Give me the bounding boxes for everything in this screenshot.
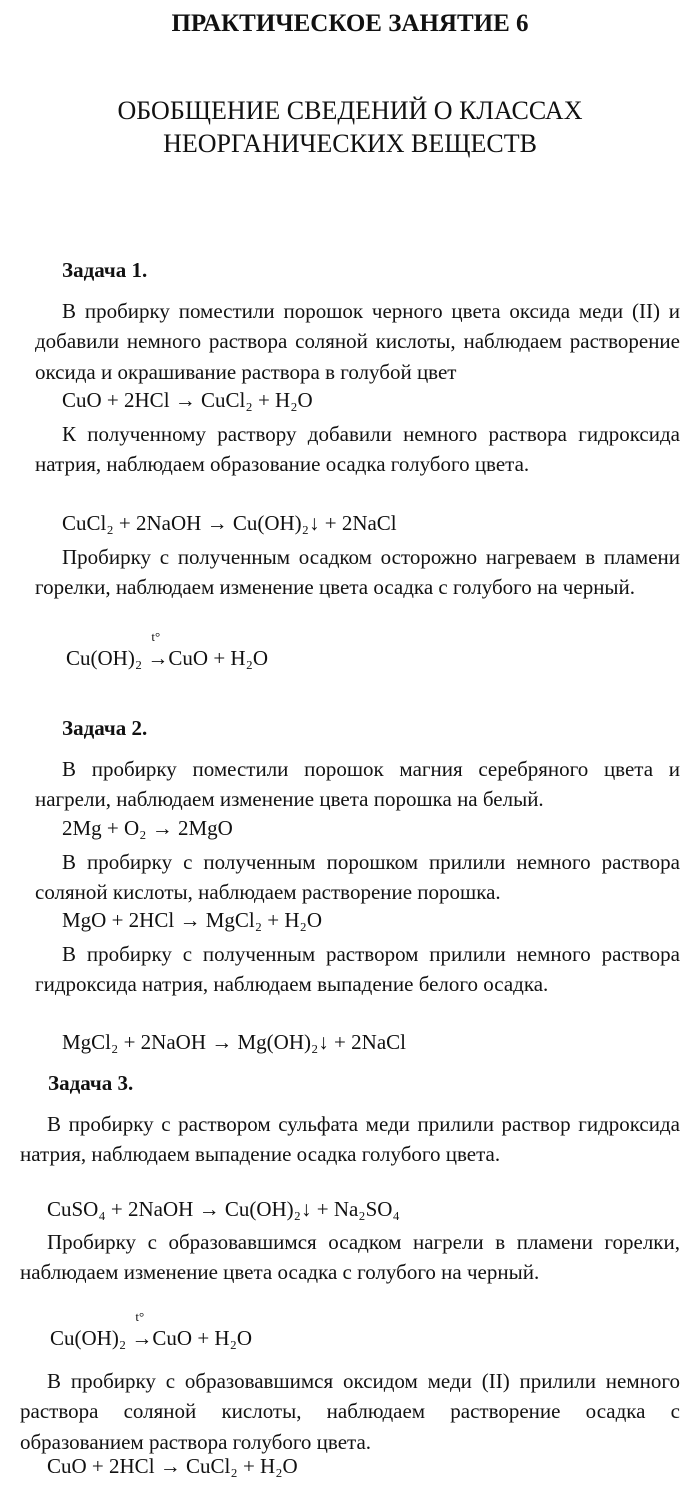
task-3-paragraph: В пробирку с образовавшимся оксидом меди (II) прилили немного раствора соляной кислоты, наблюдаем растворение осадка с образованием раствора голубого цвета.	[20, 1369, 680, 1454]
task-1-paragraph: Пробирку с полученным осадком осторожно нагреваем в пламени горелки, наблюдаем изменение цвета осадка с голубого на черный.	[35, 545, 680, 600]
heat-condition: t°	[151, 629, 161, 644]
equation-part: →CuO + H₂O	[147, 646, 269, 670]
equation: CuO + 2HCl → CuCl₂ + H₂O	[47, 1454, 298, 1478]
equation: CuO + 2HCl → CuCl₂ + H₂O	[62, 388, 313, 412]
page-title: ПРАКТИЧЕСКОЕ ЗАНЯТИЕ 6	[171, 10, 529, 37]
section-title-line: ОБОБЩЕНИЕ СВЕДЕНИЙ О КЛАССАХ	[117, 96, 583, 125]
section-title-line: НЕОРГАНИЧЕСКИХ ВЕЩЕСТВ	[163, 129, 537, 158]
task-1-paragraph: В пробирку поместили порошок черного цвета оксида меди (II) и добавили немного раствора соляной кислоты, наблюдаем растворение оксида и окрашивание раствора в голубой цвет	[35, 299, 680, 384]
equation	[66, 629, 269, 671]
task-3-heading: Задача 3.	[48, 1071, 134, 1095]
task-2-paragraph: В пробирку с полученным порошком прилили немного раствора соляной кислоты, наблюдаем растворение порошка.	[35, 850, 680, 905]
equation: MgCl₂ + 2NaOH → Mg(OH)₂↓ + 2NaCl	[62, 1030, 406, 1054]
equation-part: Cu(OH)₂	[66, 646, 148, 670]
task-2-paragraph: В пробирку поместили порошок магния серебряного цвета и нагрели, наблюдаем изменение цвета порошка на белый.	[35, 757, 680, 812]
task-1-heading: Задача 1.	[62, 258, 148, 282]
equation: CuSO₄ + 2NaOH → Cu(OH)₂↓ + Na₂SO₄	[47, 1197, 400, 1221]
section-title	[0, 94, 700, 160]
task-3-paragraph: В пробирку с раствором сульфата меди прилили раствор гидроксида натрия, наблюдаем выпадение осадка голубого цвета.	[20, 1112, 680, 1167]
heat-condition: t°	[135, 1309, 145, 1324]
equation: CuCl₂ + 2NaOH → Cu(OH)₂↓ + 2NaCl	[62, 511, 397, 535]
task-2-paragraph: В пробирку с полученным раствором прилили немного раствора гидроксида натрия, наблюдаем выпадение белого осадка.	[35, 942, 680, 997]
task-3-paragraph: Пробирку с образовавшимся осадком нагрели в пламени горелки, наблюдаем изменение цвета осадка с голубого на черный.	[20, 1230, 680, 1285]
equation-part: →CuO + H₂O	[131, 1326, 253, 1350]
equation: 2Mg + O₂ → 2MgO	[62, 816, 233, 840]
equation	[50, 1309, 253, 1351]
task-2-heading: Задача 2.	[62, 716, 148, 740]
equation-part: Cu(OH)₂	[50, 1326, 132, 1350]
task-1-paragraph: К полученному раствору добавили немного раствора гидроксида натрия, наблюдаем образование осадка голубого цвета.	[35, 422, 680, 477]
equation: MgO + 2HCl → MgCl₂ + H₂O	[62, 908, 323, 932]
